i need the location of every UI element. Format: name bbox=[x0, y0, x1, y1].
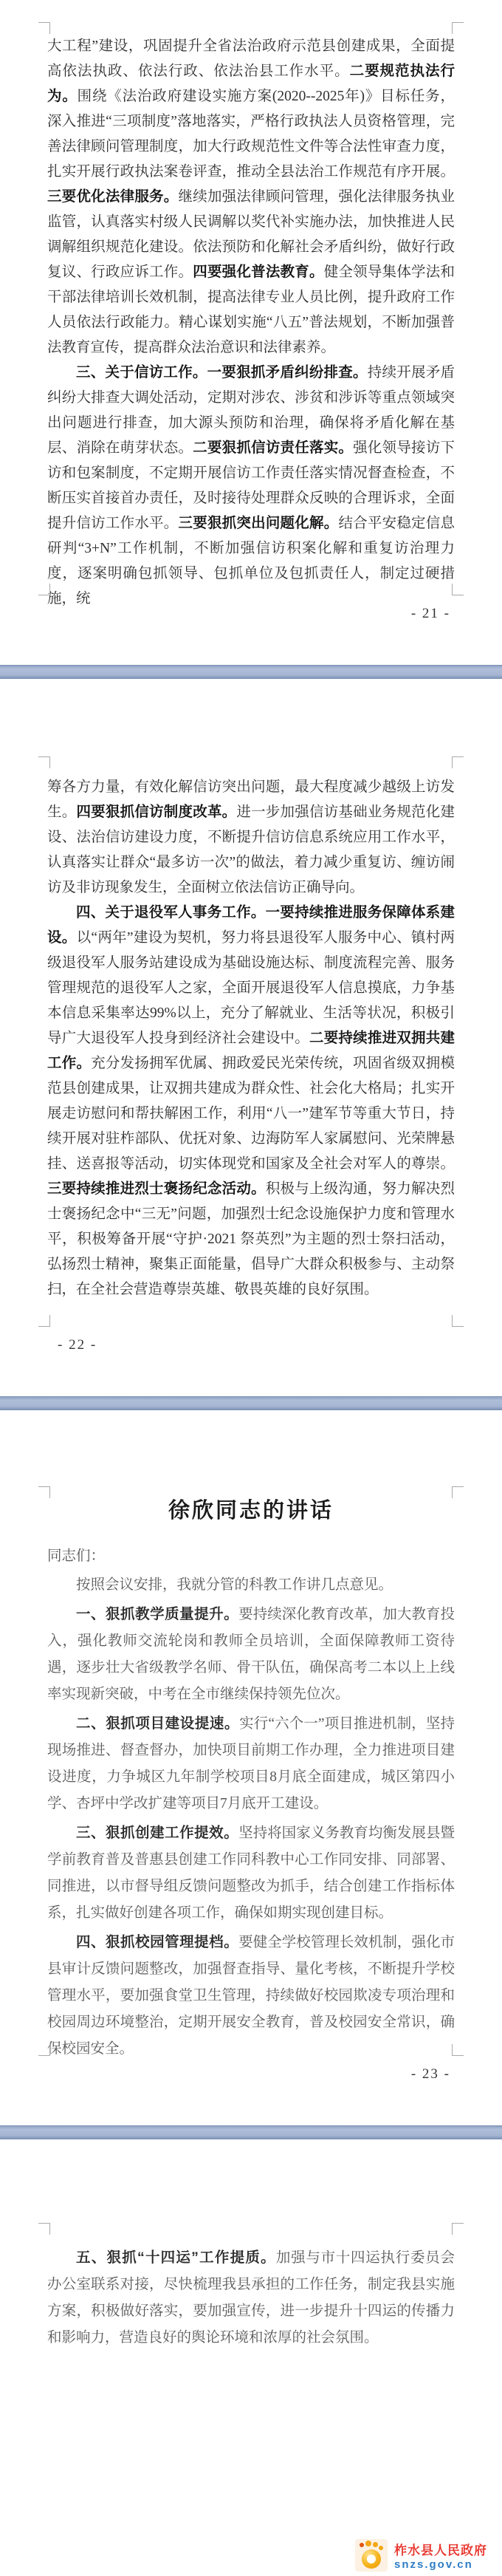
text-run: 坚持将国家义务教育均衡发展县暨学前教育普及普惠县创建工作同科教中心工作同安排、同部署、同推进，以市督导组反馈问题整改为抓手，结合创建工作指标体系，扎实做好创建各项工作，确保如期实现创建目标。 bbox=[47, 1825, 455, 1921]
text-run: 强化领导接访下访和包案制度，不定期开展信访工作责任落实情况督查检查，不断压实首接首办责任，及时接待处理群众反映的合理诉求，全面提升信访工作水平。 bbox=[47, 440, 455, 531]
bold-heading-run: 三、关于信访工作。一要狠抓矛盾纠纷排查。 bbox=[76, 365, 368, 380]
page-body bbox=[0, 1410, 502, 2063]
bold-heading-run: 三要持续推进烈士褒扬纪念活动。 bbox=[47, 1181, 266, 1197]
paragraph bbox=[47, 34, 455, 361]
speech-title: 徐欣同志的讲话 bbox=[168, 1499, 334, 1523]
text-run: 围绕《法治政府建设实施方案(2020--2025年)》目标任务，深入推进“三项制度”落地落实，严格行政执法人员资格管理，完善法律顾问管理制度，加大行政规范性文件等合法性审查力度，扎实开展行政执法案卷评查，推动全县法治工作规范有序开展。 bbox=[47, 89, 455, 180]
margin-mark-bottom-right bbox=[452, 2044, 464, 2056]
margin-mark-top-right bbox=[452, 756, 464, 768]
bold-heading-run: 四、狠抓校园管理提档。 bbox=[76, 1934, 239, 1950]
text-run: 继续加强法律顾问管理，强化法律服务执业监管，认真落实村级人民调解以奖代补实施办法，加快推进人民调解组织规范化建设。依法预防和化解社会矛盾纠纷，做好行政复议、行政应诉工作。 bbox=[47, 189, 455, 280]
page-1 bbox=[0, 0, 502, 665]
margin-mark-bottom-left bbox=[38, 1315, 50, 1327]
site-watermark bbox=[355, 2539, 487, 2572]
bold-heading-run: 三要狠抓突出问题化解。 bbox=[178, 516, 339, 531]
page-body bbox=[0, 2139, 502, 2351]
page-2 bbox=[0, 679, 502, 1396]
paragraph bbox=[47, 1543, 455, 1570]
text-run: 实行“六个一”项目推进机制，坚持现场推进、督查督办，加快项目前期工作办理，全力推进项目建设进度，力争城区九年制学校项目8月底全面建成，城区第四小学、杏坪中学改扩建等项目7月底开工建设。 bbox=[47, 1716, 455, 1811]
bold-heading-run: 二要持续推进双拥共建工作。 bbox=[47, 1031, 455, 1071]
margin-mark-bottom-right bbox=[452, 584, 464, 595]
text-run: 积极与上级沟通，努力解决烈士褒扬纪念中“三无”问题，加强烈士纪念设施保护力度和管理水平，积极筹备开展“守护·2021 祭英烈”为主题的烈士祭扫活动，弘扬烈士精神，聚集正面能量，倡导广大群众积极参与、主动祭扫，在全社会营造尊崇英雄、敬畏英雄的良好氛围。 bbox=[47, 1181, 455, 1297]
paragraph bbox=[47, 1572, 455, 1599]
footprint-toe bbox=[365, 2541, 371, 2546]
paragraph bbox=[47, 361, 455, 612]
text-run: 进一步加强信访基础业务规范化建设、法治信访建设力度，不断提升信访信息系统应用工作水平，认真落实让群众“最多访一次”的做法，着力减少重复访、缠访闹访及非访现象发生，全面树立依法信访正确导向。 bbox=[47, 804, 455, 895]
margin-mark-top-right bbox=[452, 1486, 464, 1498]
page-3 bbox=[0, 1410, 502, 2125]
margin-mark-bottom-left bbox=[38, 2044, 50, 2056]
page-number: - 23 - bbox=[410, 2066, 450, 2082]
footprint-toe bbox=[379, 2546, 383, 2550]
text-run: 同志们： bbox=[47, 1548, 106, 1564]
text-run: 以“两年”建设为契机，努力将县退役军人服务中心、镇村两级退役军人服务站建设成为基础设施达标、制度流程完善、服务管理规范的退役军人之家，全面开展退役军人信息摸底，力争基本信息采集率达99%以上，充分了解就业、生活等状况，积极引导广大退役军人投身到经济社会建设中。 bbox=[47, 930, 455, 1046]
bold-heading-run: 三、狠抓创建工作提效。 bbox=[76, 1825, 239, 1841]
paragraph bbox=[47, 1710, 455, 1817]
paragraph bbox=[47, 901, 455, 1302]
paragraph bbox=[47, 775, 455, 901]
footprint-toe bbox=[360, 2543, 364, 2547]
margin-mark-top-left bbox=[38, 2223, 50, 2235]
margin-mark-bottom-left bbox=[38, 584, 50, 595]
bold-heading-run: 三要优化法律服务。 bbox=[47, 189, 179, 205]
text-run: 要健全学校管理长效机制，强化市县审计反馈问题整改，加强督查指导、量化考核，不断提升学校管理水平，要加强食堂卫生管理，持续做好校园欺凌专项治理和校园周边环境整治，定期开展安全教育，普及校园安全常识，确保校园安全。 bbox=[47, 1935, 455, 2057]
footprint-icon bbox=[355, 2539, 388, 2572]
paragraph bbox=[47, 1601, 455, 1708]
bold-heading-run: 四要强化普法教育。 bbox=[193, 264, 324, 280]
text-run: 结合平安稳定信息研判“3+N”工作机制，不断加强信访积案化解和重复访治理力度，逐案明确包抓领导、包抓单位及包抓责任人，制定过硬措施，统 bbox=[47, 516, 455, 607]
watermark-site-url: snzs.gov.cn bbox=[394, 2558, 473, 2571]
bold-heading-run: 四要狠抓信访制度改革。 bbox=[76, 804, 237, 820]
watermark-text bbox=[394, 2540, 487, 2571]
page-body bbox=[0, 679, 502, 1302]
margin-mark-top-left bbox=[38, 22, 50, 34]
margin-mark-top-right bbox=[452, 22, 464, 34]
footprint-pad-hole bbox=[367, 2555, 376, 2563]
paragraph bbox=[47, 1929, 455, 2063]
bold-heading-run: 五、狠抓“十四运”工作提质。 bbox=[76, 2249, 276, 2266]
bold-heading-run: 二要规范执法行为。 bbox=[47, 64, 455, 104]
text-run: 健全领导集体学法和干部法律培训长效机制，提高法律专业人员比例，提升政府工作人员依法行政能力。精心谋划实施“八五”普法规划，不断加强普法教育宣传，提高群众法治意识和法律素养。 bbox=[47, 264, 455, 355]
page-4 bbox=[0, 2139, 502, 2576]
page-separator bbox=[0, 665, 502, 679]
text-run: 加强与市十四运执行委员会办公室联系对接，尽快梳理我县承担的工作任务，制定我县实施方案，积极做好落实，要加强宣传，进一步提升十四运的传播力和影响力，营造良好的舆论环境和浓厚的社会氛围。 bbox=[47, 2250, 455, 2346]
page-body bbox=[0, 0, 502, 612]
bold-heading-run: 四、关于退役军人事务工作。一要持续推进服务保障体系建设。 bbox=[47, 905, 455, 946]
text-run: 按照会议安排，我就分管的科教工作讲几点意见。 bbox=[76, 1577, 393, 1593]
watermark-agency-name: 柞水县人民政府 bbox=[394, 2543, 487, 2558]
text-run: 充分发扬拥军优属、拥政爱民光荣传统，巩固省级双拥模范县创建成果，让双拥共建成为群众性、社会化大格局；扎实开展走访慰问和帮扶解困工作，利用“八一”建军节等重大节日，持续开展对驻柞部队、优抚对象、边海防军人家属慰问、光荣牌悬挂、送喜报等活动，切实体现党和国家及全社会对军人的尊崇。 bbox=[47, 1056, 455, 1172]
margin-mark-top-left bbox=[38, 756, 50, 768]
paragraph bbox=[47, 2244, 455, 2351]
text-run: 大工程”建设，巩固提升全省法治政府示范县创建成果，全面提高依法执政、依法行政、依法治县工作水平。 bbox=[47, 38, 455, 79]
page-separator bbox=[0, 2125, 502, 2139]
margin-mark-top-right bbox=[452, 2223, 464, 2235]
margin-mark-top-left bbox=[38, 1486, 50, 1498]
footprint-toe bbox=[373, 2542, 378, 2547]
bold-heading-run: 二、狠抓项目建设提速。 bbox=[76, 1715, 240, 1732]
page-separator bbox=[0, 1396, 502, 1410]
page-number: - 21 - bbox=[410, 606, 450, 621]
text-run: 筹各方力量，有效化解信访突出问题，最大程度减少越级上访发生。 bbox=[47, 779, 455, 820]
bold-heading-run: 一、狠抓教学质量提升。 bbox=[76, 1606, 239, 1622]
speech-body bbox=[47, 1543, 455, 2063]
bold-heading-run: 二要狠抓信访责任落实。 bbox=[193, 440, 354, 456]
text-run: 要持续深化教育改革，加大教育投入，强化教师交流轮岗和教师全员培训，全面保障教师工资待遇，逐步壮大省级教学名师、骨干队伍，确保高考二本以上上线率实现新突破，中考在全市继续保持领先位次。 bbox=[47, 1607, 455, 1702]
text-run: 持续开展矛盾纠纷大排查大调处活动，定期对涉农、涉贫和涉诉等重点领域突出问题进行排查，加大源头预防和治理，确保将矛盾化解在基层、消除在萌芽状态。 bbox=[47, 365, 455, 456]
page-number: - 22 - bbox=[58, 1337, 97, 1353]
margin-mark-bottom-right bbox=[452, 1315, 464, 1327]
paragraph bbox=[47, 1820, 455, 1927]
